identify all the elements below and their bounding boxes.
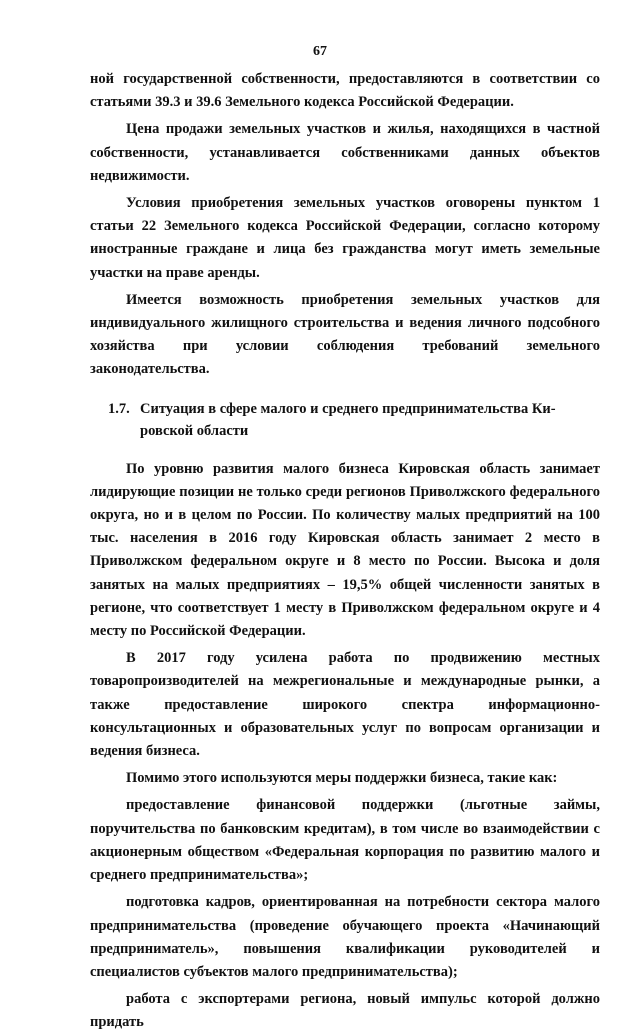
- page-content: [90, 68, 600, 1035]
- paragraph-land-acquisition-conditions: Условия приобретения земельных участков оговорены пунктом 1 статьи 22 Земельного кодекса Российской Федерации, согласно которому иностранные граждане и лица без гражданства могут иметь земельные участки на праве аренды.: [90, 195, 600, 281]
- section-heading: [90, 398, 600, 442]
- page-number: 67: [313, 44, 327, 59]
- paragraph-staff-training: подготовка кадров, ориентированная на потребности сектора малого предпринимательства (проведение обучающего проекта «Начинающий предприниматель», повышения квалификации руководителей и специалистов субъектов малого предпринимательства);: [90, 894, 600, 980]
- section-title-line2: ровской области: [140, 422, 249, 439]
- section-title-line1: Ситуация в сфере малого и среднего предпринимательства Ки-: [140, 400, 556, 417]
- paragraph-support-measures-intro: Помимо этого используются меры поддержки бизнеса, такие как:: [126, 770, 558, 787]
- paragraph-individual-housing: Имеется возможность приобретения земельных участков для индивидуального жилищного строительства и ведения личного подсобного хозяйства при условии соблюдения требований земельного законодательства.: [90, 291, 600, 378]
- paragraph-financial-support: предоставление финансовой поддержки (льготные займы, поручительства по банковским кредитам), в том числе во взаимодействии с акционерным обществом «Федеральная корпорация по развитию малого и среднего предпринимательства»;: [90, 797, 600, 884]
- paragraph-2017-producer-promotion: В 2017 году усилена работа по продвижению местных товаропроизводителей на межрегиональные и международные рынки, а также предоставление широкого спектра информационно-консультационных и образовательных услуг по вопросам организации и ведения бизнеса.: [90, 650, 600, 760]
- paragraph-small-business-ranking: По уровню развития малого бизнеса Кировская область занимает лидирующие позиции не только среди регионов Приволжского федерального округа, но и в целом по России. По количеству малых предприятий на 100 тыс. населения в 2016 году Кировская область занимает 2 место в Приволжском федеральном округе и 8 место по России. Высока и доля занятых на малых предприятиях – 19,5% общей численности занятых в регионе, что соответствует 1 месту в Приволжском федеральном округе и 4 месту по Российской Федерации.: [90, 460, 600, 640]
- paragraph-land-ownership-continuation: ной государственной собственности, предоставляются в соответствии со статьями 39.3 и 39.6 Земельного кодекса Российской Федерации.: [90, 71, 600, 111]
- paragraph-exporters: работа с экспортерами региона, новый импульс которой должно придать: [90, 991, 600, 1031]
- paragraph-private-land-price: Цена продажи земельных участков и жилья, находящихся в частной собственности, устанавливается собственниками данных объектов недвижимости.: [90, 121, 600, 184]
- section-number: 1.7.: [108, 400, 130, 417]
